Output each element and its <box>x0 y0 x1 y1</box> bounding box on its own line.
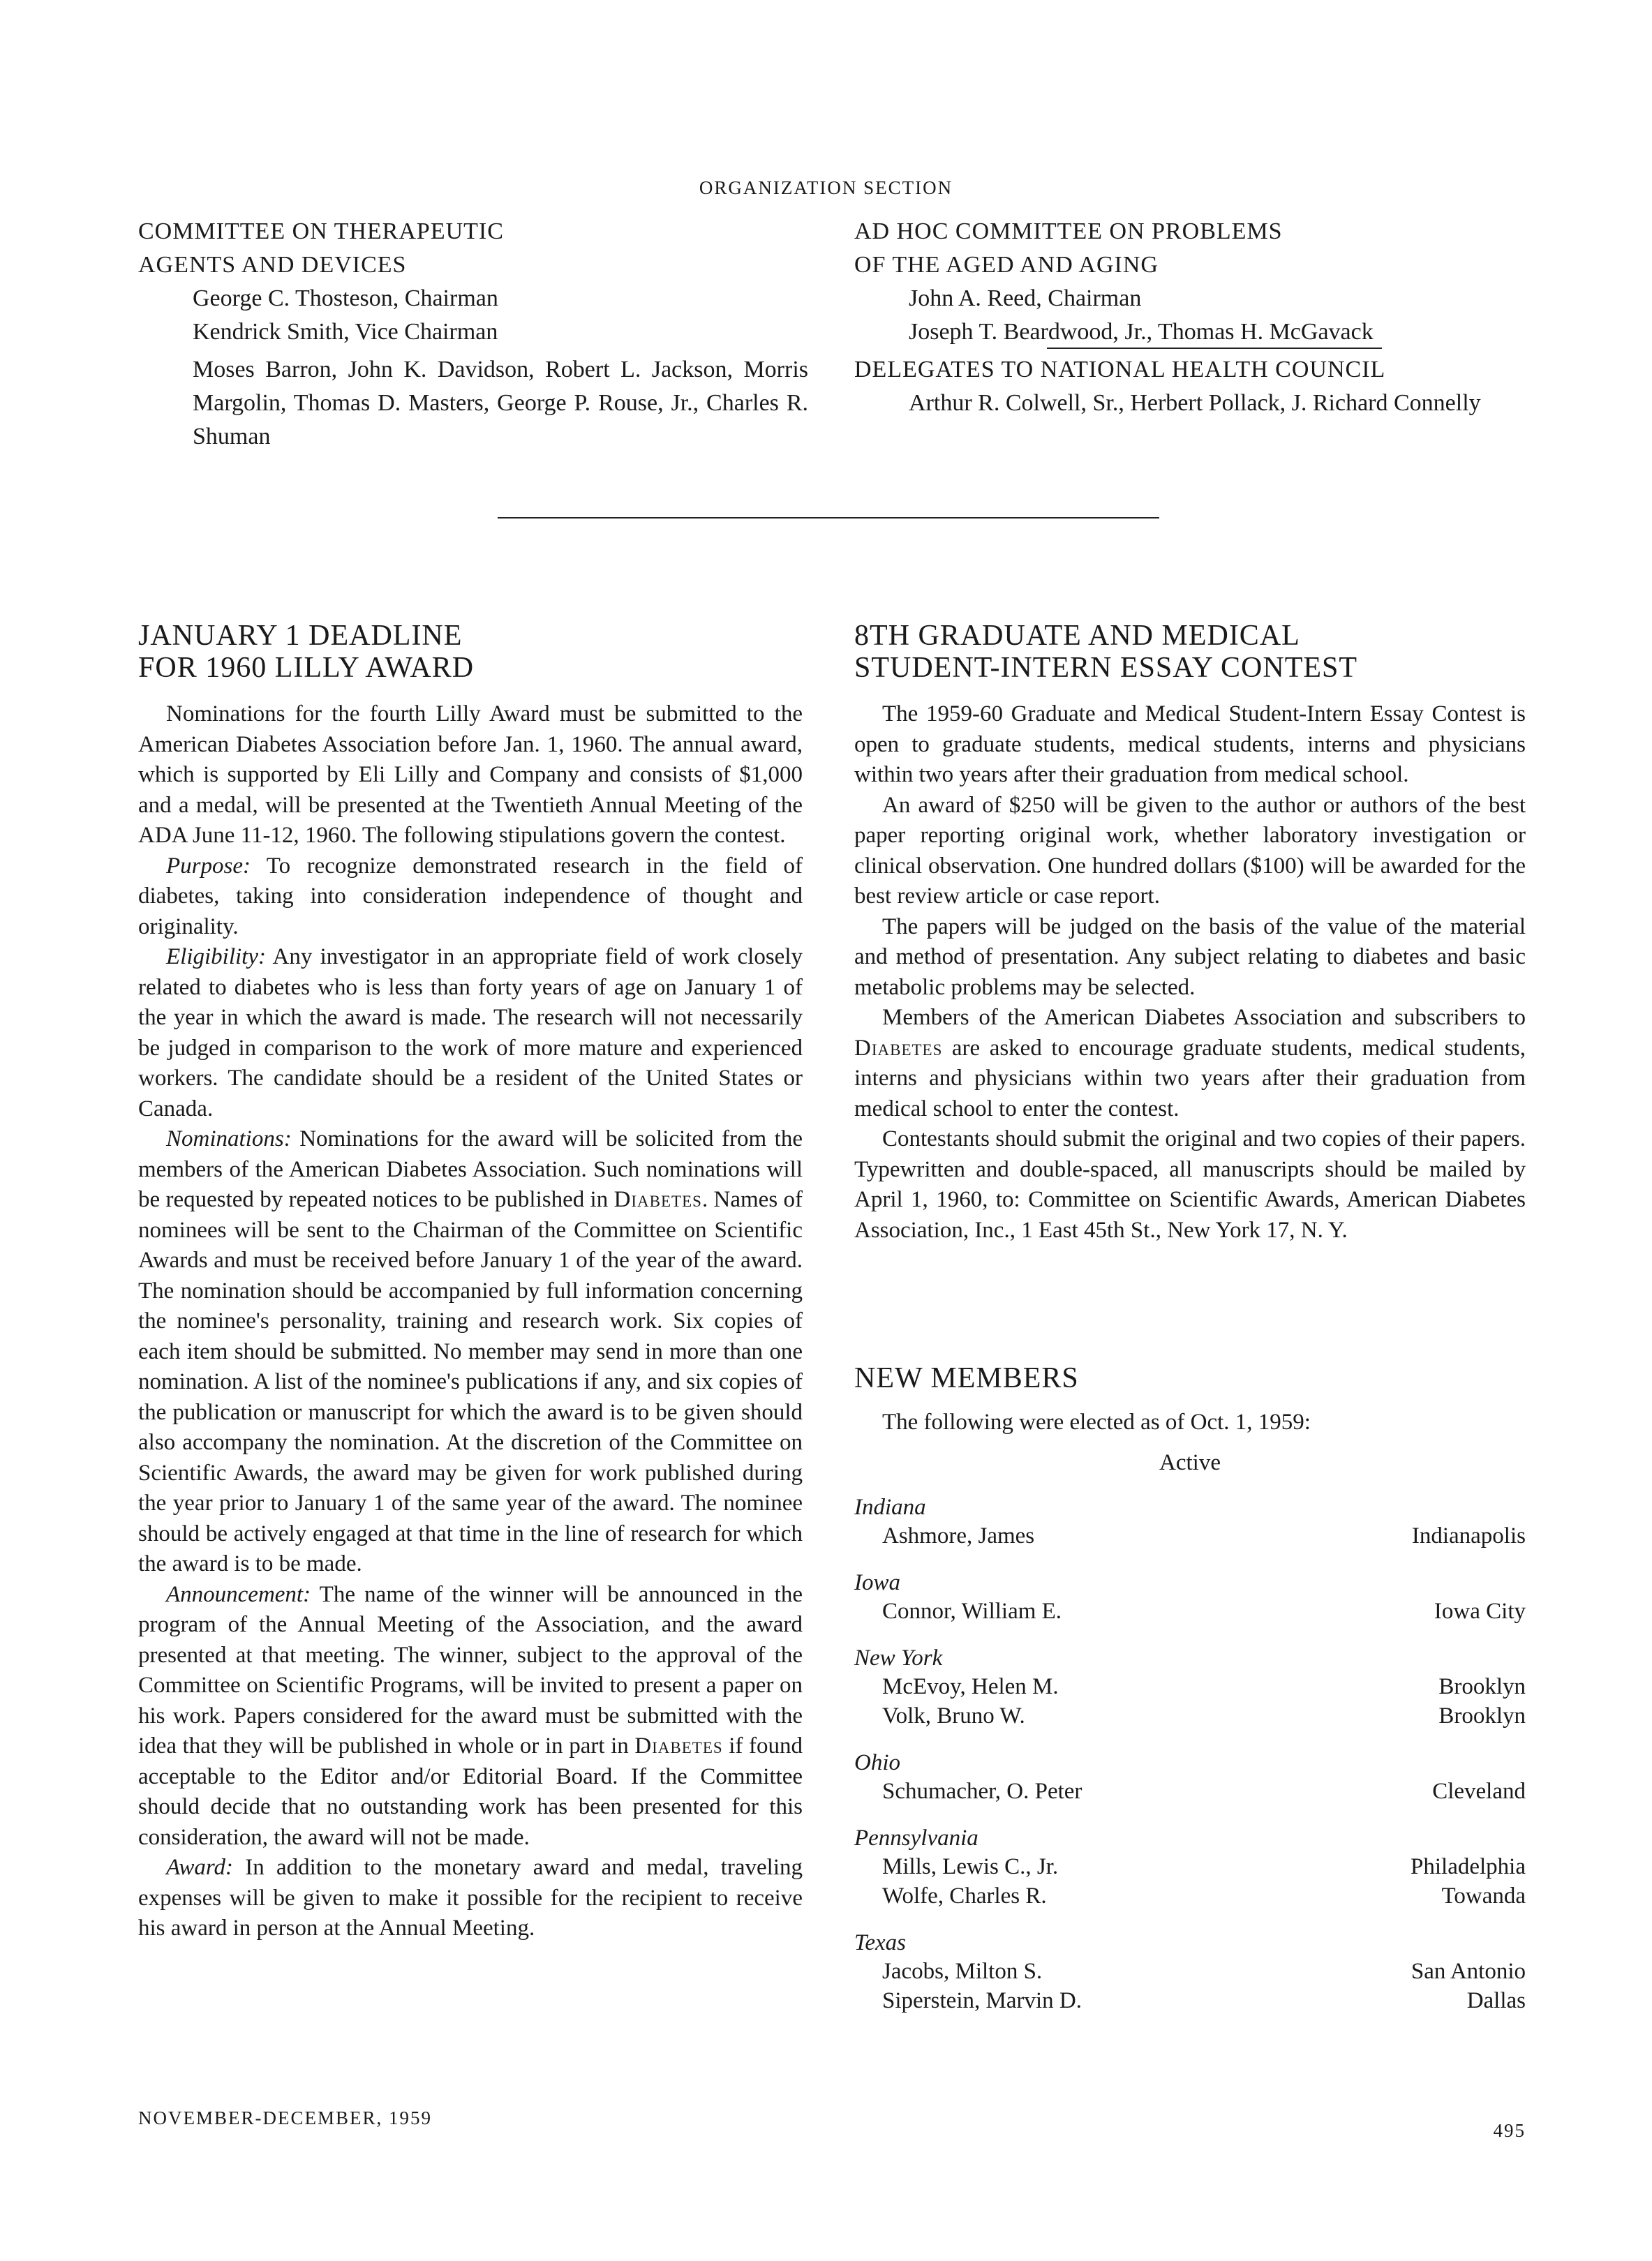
member-name: Jacobs, Milton S. <box>882 1959 1043 1984</box>
eligibility-text: Any investigator in an appropriate field of work closely related to diabetes who is less than forty years of age on January 1 of the year in which the award is made. The research will not necessarily be judged in comparison to the work of more mature and experienced workers. The candidate should be a resident of the United States or Canada. <box>138 944 803 1121</box>
member-row <box>854 1986 1526 2015</box>
member-city: Philadelphia <box>1411 1854 1526 1879</box>
delegates-title: DELEGATES TO NATIONAL HEALTH COUNCIL <box>854 357 1386 382</box>
member-city: Brooklyn <box>1438 1703 1526 1729</box>
committee-title-line2: AGENTS AND DEVICES <box>138 252 407 278</box>
member-row <box>854 1597 1526 1626</box>
member-name: Schumacher, O. Peter <box>882 1779 1082 1804</box>
committee-title-line2: OF THE AGED AND AGING <box>854 252 1159 278</box>
member-name: Siperstein, Marvin D. <box>882 1988 1082 2013</box>
member-state-group <box>854 1569 1526 1626</box>
new-members-title: NEW MEMBERS <box>854 1362 1079 1394</box>
member-state-group <box>854 1929 1526 2015</box>
member-city: Dallas <box>1466 1988 1526 2013</box>
committee-chairman: George C. Thosteson, Chairman <box>193 285 498 311</box>
essay-paragraph-5: Contestants should submit the original and two copies of their papers. Typewritten and double-spaced, all manuscripts should be mailed by April 1, 1960, to: Committee on Scientific Awards, American Diabetes Association, Inc., 1 East 45th St., New York 17, N. Y. <box>854 1126 1526 1243</box>
committee-title-line1: AD HOC COMMITTEE ON PROBLEMS <box>854 218 1283 244</box>
purpose-text: To recognize demonstrated research in the field of diabetes, taking into consideration independence of thought and originality. <box>138 853 803 939</box>
award-label: Award: <box>166 1855 233 1880</box>
member-row <box>854 1521 1526 1551</box>
essay-p4-text-cont: are asked to encourage graduate students, medical students, interns and physicians within two years after their graduation from medical school to enter the contest. <box>854 1035 1526 1121</box>
member-name: McEvoy, Helen M. <box>882 1674 1059 1699</box>
journal-name: Diabetes <box>634 1733 723 1759</box>
lilly-award-article <box>138 620 803 1944</box>
new-members-section <box>854 1362 1526 1478</box>
committee-members: Joseph T. Beardwood, Jr., Thomas H. McGavack <box>909 319 1374 345</box>
eligibility-label: Eligibility: <box>166 944 266 969</box>
state-name: Pennsylvania <box>854 1826 978 1851</box>
section-divider <box>498 517 1159 518</box>
member-city: Cleveland <box>1432 1779 1526 1804</box>
state-name: Indiana <box>854 1495 926 1520</box>
journal-name: Diabetes <box>613 1187 702 1212</box>
member-state-group <box>854 1493 1526 1551</box>
issue-date: NOVEMBER-DECEMBER, 1959 <box>138 2107 433 2128</box>
member-row <box>854 1777 1526 1806</box>
member-name: Volk, Bruno W. <box>882 1703 1025 1729</box>
journal-name: Diabetes <box>854 1035 943 1061</box>
nominations-paragraph <box>138 1124 803 1580</box>
announcement-text-cont: if found acceptable to the Editor and/or Editorial Board. If the Committee should decide that no outstanding work has been presented for this consideration, the award will not be made. <box>138 1733 803 1850</box>
award-text: In addition to the monetary award and medal, traveling expenses will be given to make it possible for the recipient to receive his award in person at the Annual Meeting. <box>138 1855 803 1941</box>
state-name: New York <box>854 1646 943 1671</box>
member-row <box>854 1672 1526 1701</box>
committee-members: Moses Barron, John K. Davidson, Robert L. Jackson, Morris Margolin, Thomas D. Masters, George P. Rouse, Jr., Charles R. Shuman <box>193 357 808 449</box>
member-state-group <box>854 1644 1526 1731</box>
state-name: Ohio <box>854 1750 900 1775</box>
state-name: Texas <box>854 1930 906 1955</box>
member-city: Iowa City <box>1434 1599 1526 1624</box>
purpose-label: Purpose: <box>166 853 251 879</box>
committee-title-line1: COMMITTEE ON THERAPEUTIC <box>138 218 504 244</box>
essay-p4-text: Members of the American Diabetes Association and subscribers to <box>882 1005 1526 1030</box>
article-title-line1: 8TH GRADUATE AND MEDICAL <box>854 620 1300 652</box>
members-list <box>854 1493 1526 2034</box>
page-number: 495 <box>1493 2120 1526 2141</box>
member-name: Wolfe, Charles R. <box>882 1883 1047 1909</box>
award-paragraph <box>138 1853 803 1944</box>
essay-paragraph-3: The papers will be judged on the basis of the value of the material and method of presentation. Any subject relating to diabetes and basic metabolic problems may be selected. <box>854 913 1526 1000</box>
member-name: Ashmore, James <box>882 1523 1035 1549</box>
member-state-group <box>854 1824 1526 1911</box>
article-title-line1: JANUARY 1 DEADLINE <box>138 620 463 652</box>
committee-therapeutic-agents <box>138 215 808 454</box>
nominations-label: Nominations: <box>166 1126 292 1151</box>
member-row <box>854 1957 1526 1986</box>
announcement-label: Announcement: <box>166 1581 311 1607</box>
member-name: Mills, Lewis C., Jr. <box>882 1854 1059 1879</box>
intro-paragraph: Nominations for the fourth Lilly Award must be submitted to the American Diabetes Association before Jan. 1, 1960. The annual award, which is supported by Eli Lilly and Company and consists of $1,000 and a medal, will be presented at the Twentieth Annual Meeting of the ADA June 11-12, 1960. The following stipulations govern the contest. <box>138 701 803 848</box>
nominations-text: Nominations for the award will be solicited from the members of the American Diabetes Association. Such nominations will be requested by repeated notices to be published in <box>138 1126 803 1212</box>
member-category: Active <box>1159 1450 1221 1475</box>
member-city: Indianapolis <box>1411 1523 1526 1549</box>
member-city: Towanda <box>1441 1883 1526 1909</box>
announcement-text: The name of the winner will be announced in the program of the Annual Meeting of the Association, and the award presented at that meeting. The winner, subject to the approval of the Committee on Scientific Programs, will be invited to present a paper on his work. Papers considered for the award must be submitted with the idea that they will be published in whole or in part in <box>138 1581 803 1759</box>
section-header: ORGANIZATION SECTION <box>699 177 953 198</box>
member-name: Connor, William E. <box>882 1599 1062 1624</box>
delegates-names: Arthur R. Colwell, Sr., Herbert Pollack, J. Richard Connelly <box>909 390 1481 416</box>
member-row <box>854 1852 1526 1881</box>
member-state-group <box>854 1749 1526 1806</box>
committee-vice-chairman: Kendrick Smith, Vice Chairman <box>193 319 498 345</box>
short-divider <box>1047 348 1382 349</box>
essay-paragraph-1: The 1959-60 Graduate and Medical Student-Intern Essay Contest is open to graduate students, medical students, interns and physicians within two years after their graduation from medical school. <box>854 701 1526 787</box>
purpose-paragraph <box>138 851 803 943</box>
article-title-line2: STUDENT-INTERN ESSAY CONTEST <box>854 652 1358 684</box>
essay-contest-article <box>854 620 1526 1246</box>
essay-paragraph-4 <box>854 1003 1526 1124</box>
state-name: Iowa <box>854 1570 900 1595</box>
essay-paragraph-2: An award of $250 will be given to the author or authors of the best paper reporting original work, whether laboratory investigation or clinical observation. One hundred dollars ($100) will be awarded for the best review article or case report. <box>854 792 1526 909</box>
nominations-text-cont: . Names of nominees will be sent to the Chairman of the Committee on Scientific Awards and must be received before January 1 of the year of the award. The nomination should be accompanied by full information concerning the nominee's personality, training and research work. Six copies of each item should be submitted. No member may send in more than one nomination. A list of the nominee's publications if any, and six copies of the publication or manuscript for which the award is to be given should also accompany the nomination. At the discretion of the Committee on Scientific Awards, the award may be given for work published during the year prior to January 1 of the same year of the award. The nominee should be actively engaged at that time in the line of research for which the award is to be made. <box>138 1187 803 1576</box>
member-row <box>854 1701 1526 1731</box>
committee-aged-and-aging <box>854 215 1524 420</box>
eligibility-paragraph <box>138 942 803 1124</box>
new-members-intro: The following were elected as of Oct. 1, 1959: <box>882 1410 1311 1435</box>
committee-chairman: John A. Reed, Chairman <box>909 285 1142 311</box>
article-title-line2: FOR 1960 LILLY AWARD <box>138 652 475 684</box>
member-city: Brooklyn <box>1438 1674 1526 1699</box>
member-city: San Antonio <box>1411 1959 1526 1984</box>
member-row <box>854 1881 1526 1911</box>
announcement-paragraph <box>138 1580 803 1853</box>
